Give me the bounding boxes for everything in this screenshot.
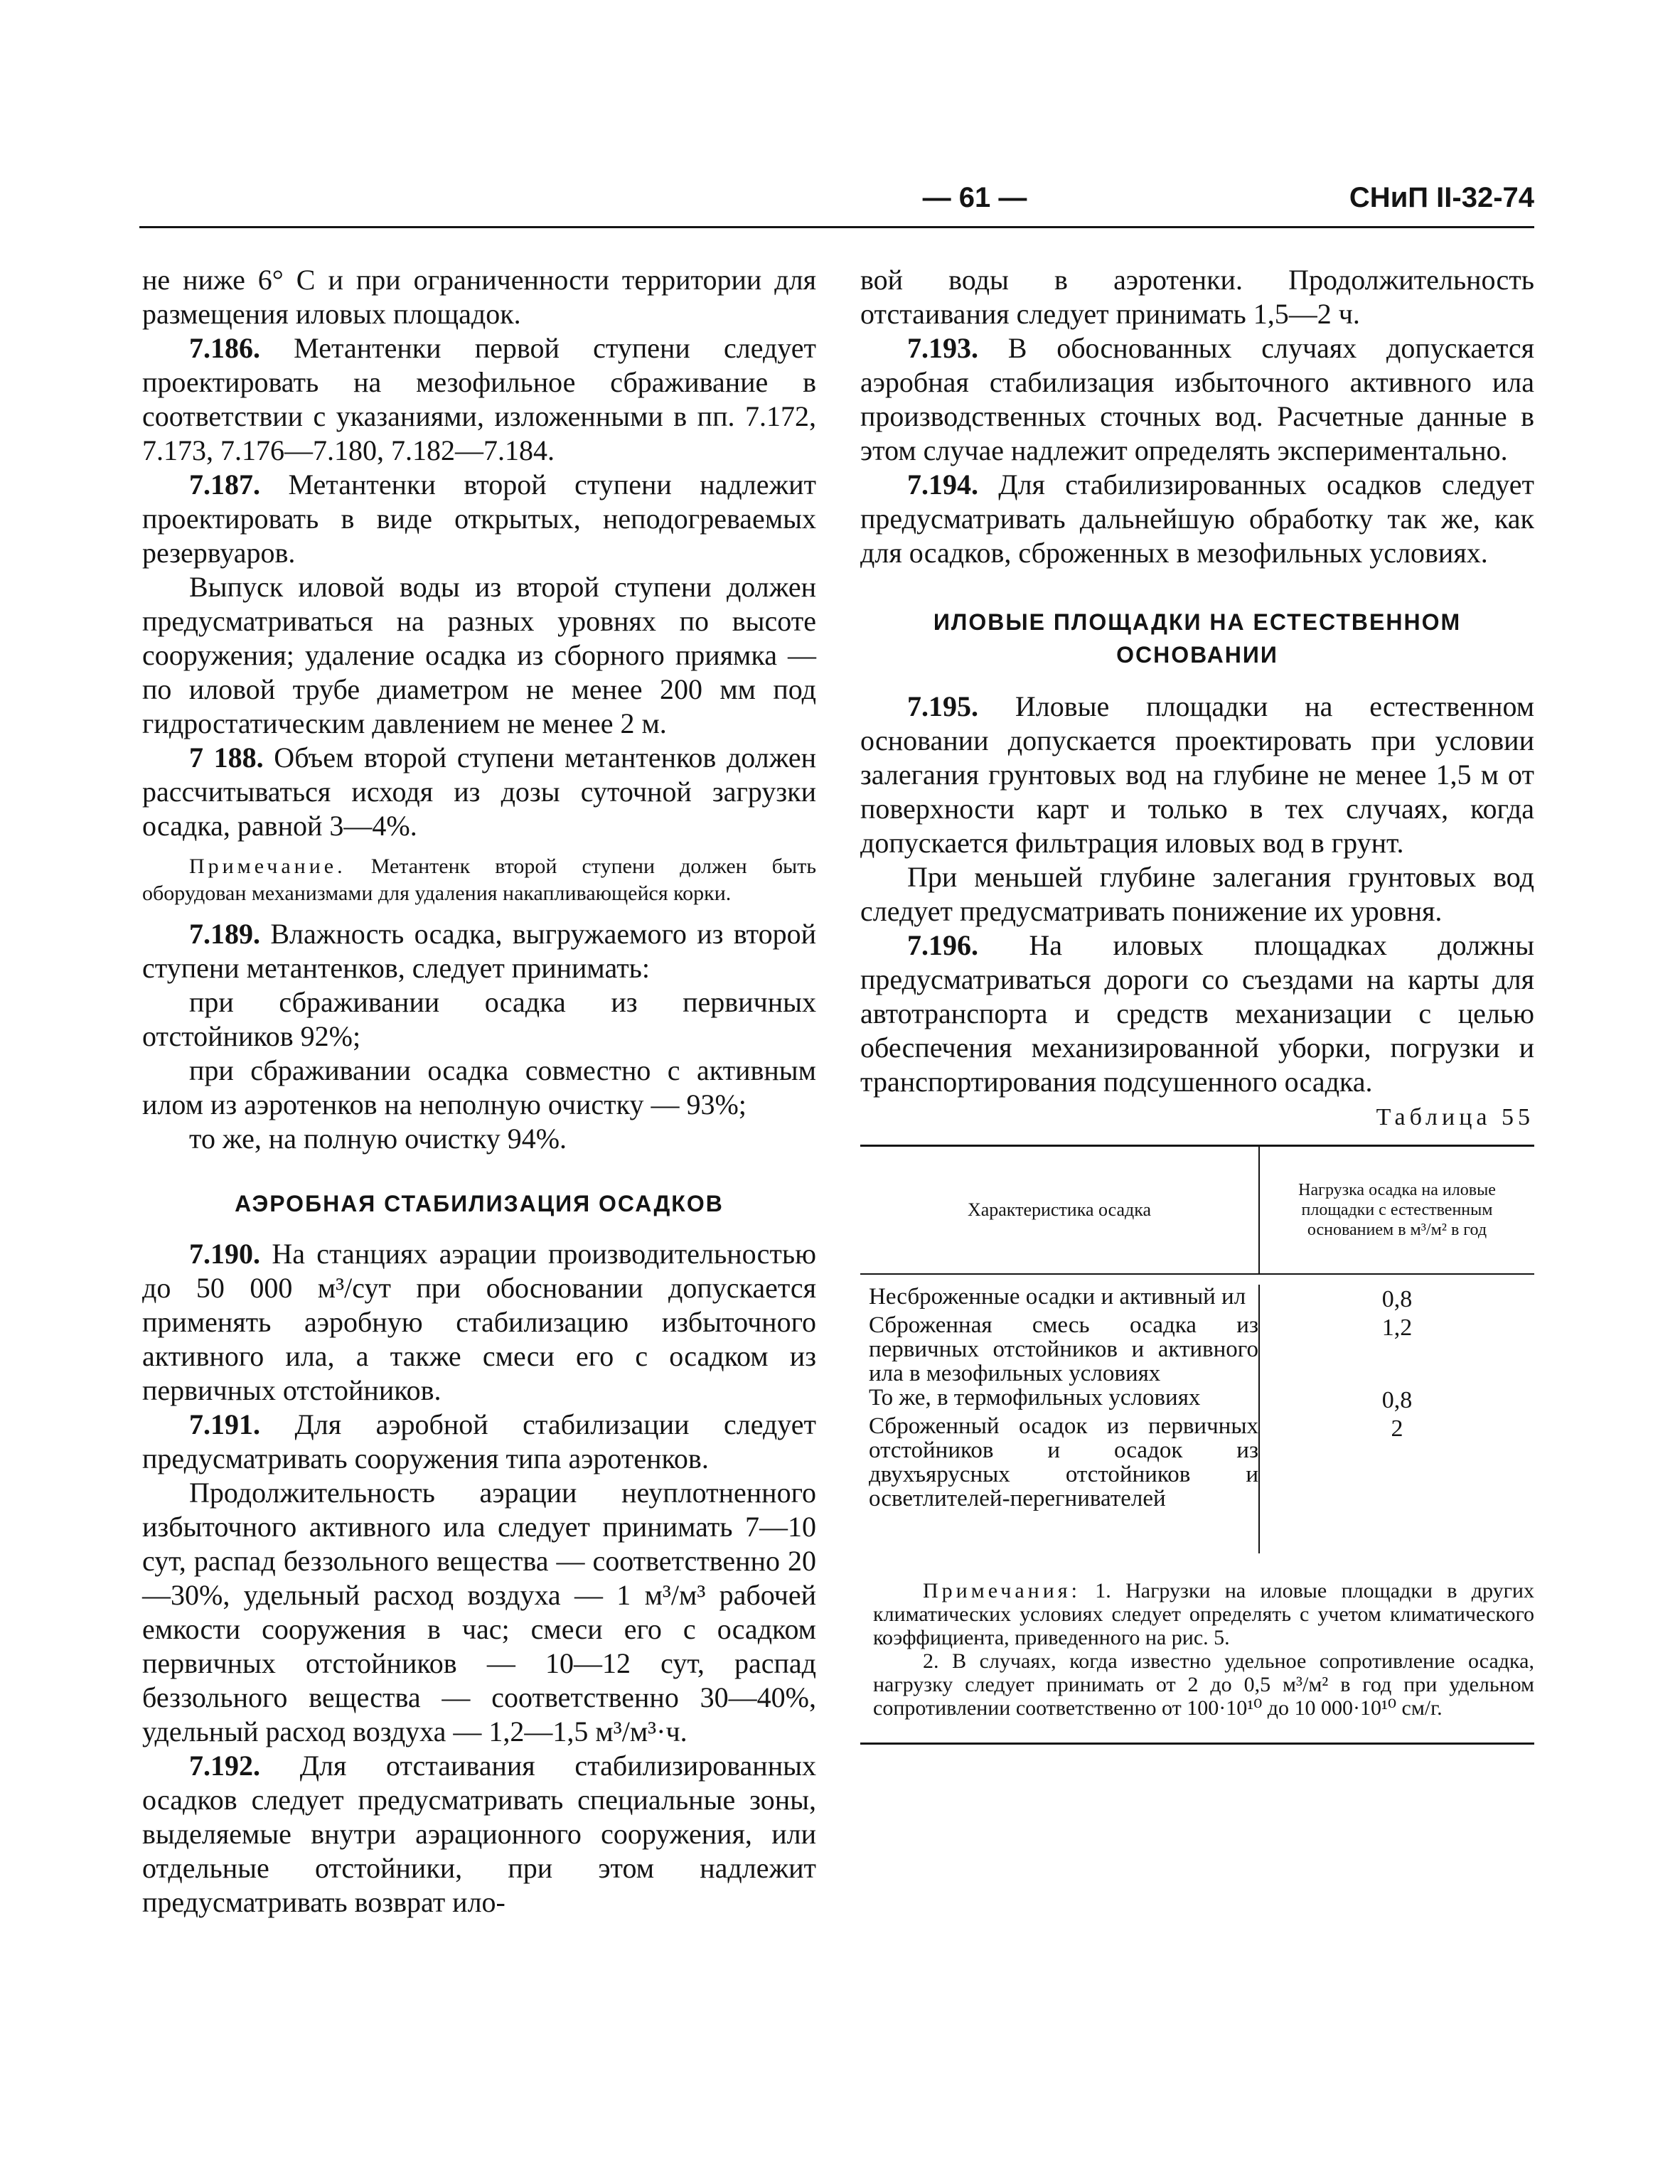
table-note: 2. В случаях, когда известно удельное сопротивление осадка, нагрузку следует принимать от 2 до 0,5 м³/м² в год при удельном сопротивлении соответственно от 100·10¹⁰ до 10 000·10¹⁰ см/г.: [873, 1649, 1534, 1720]
clause-number: 7 188.: [189, 742, 264, 774]
clause-number: 7.189.: [189, 918, 260, 950]
list-item: то же, на полную очистку 94%.: [189, 1123, 567, 1155]
table-cell: 0,8: [1381, 1286, 1413, 1312]
clause-number: 7.196.: [907, 929, 978, 961]
clause-number: 7.193.: [907, 332, 978, 364]
clause-text: Объем второй ступени метантенков должен рассчитываться исходя из дозы суточной загрузки осадка, равной 3—4%.: [142, 742, 816, 842]
clause-7-196: [860, 928, 1534, 1099]
table-row: [860, 1313, 1534, 1386]
table-row: [860, 1386, 1534, 1414]
table-row: [860, 1285, 1534, 1313]
table-spacer: [860, 1511, 1534, 1553]
right-column: [860, 263, 1534, 1745]
clause-7-195: [860, 690, 1534, 860]
left-column: [142, 263, 816, 1920]
list-item: при сбраживании осадка совместно с активным илом из аэротенков на неполную очистку — 93%;: [142, 1054, 816, 1120]
column-header: Характеристика осадка: [860, 1147, 1260, 1273]
paragraph: Выпуск иловой воды из второй ступени должен предусматриваться на разных уровнях по высоте сооружения; удаление осадка из сборного приямка — по иловой трубе диаметром не менее 200 мм под гидростатическим давлением не менее 2 м.: [142, 571, 816, 739]
table-header-row: [860, 1147, 1534, 1275]
clause-number: 7.195.: [907, 690, 978, 722]
table-55: [860, 1145, 1534, 1745]
table-cell: 2: [1391, 1415, 1403, 1442]
section-heading: [860, 606, 1534, 671]
table-cell: То же, в термофильных условиях: [860, 1386, 1260, 1414]
clause-text: Влажность осадка, выгружаемого из второй ступени метантенков, следует принимать:: [142, 918, 816, 984]
clause-7-188: [142, 741, 816, 843]
document-code: СНиП II-32-74: [1349, 182, 1534, 213]
page-number: — 61 —: [922, 182, 1027, 213]
header-rule: [139, 226, 1534, 228]
clause-text: Иловые площадки на естественном основании допускается проектировать при условии залегания грунтовых вод на глубине не менее 1,5 м от поверхности карт и только в тех случаях, когда допускается фильтрация иловых вод в грунт.: [860, 690, 1534, 859]
clause-text: Для аэробной стабилизации следует предусматривать сооружения типа аэротенков.: [142, 1408, 816, 1474]
clause-number: 7.192.: [189, 1750, 260, 1782]
clause-7-186: [142, 331, 816, 468]
clause-text: На иловых площадках должны предусматриваться дороги со съездами на карты для автотранспорта и средств механизации с целью обеспечения механизированной уборки, погрузки и транспортирования подсушенного осадка.: [860, 929, 1534, 1098]
note-label: Примечание.: [189, 855, 346, 878]
clause-7-190: [142, 1237, 816, 1408]
table-cell: Сброженный осадок из первичных отстойников и осадок из двухъярусных отстойников и осветлителей-перегнивателей: [860, 1414, 1260, 1511]
table-cell: Сброженная смесь осадка из первичных отстойников и активного ила в мезофильных условиях: [860, 1313, 1260, 1386]
table-cell: 1,2: [1381, 1315, 1413, 1341]
clause-number: 7.191.: [189, 1408, 260, 1440]
clause-7-194: [860, 468, 1534, 570]
running-header: [139, 176, 1534, 226]
list-item: при сбраживании осадка из первичных отстойников 92%;: [142, 986, 816, 1052]
note-text: Метантенк второй ступени должен быть оборудован механизмами для удаления накапливающейся корки.: [142, 855, 816, 905]
clause-text: Для отстаивания стабилизированных осадков следует предусматривать специальные зоны, выделяемые внутри аэрационного сооружения, или отдельные отстойники, при этом надлежит предусматривать возврат ило-: [142, 1750, 816, 1918]
section-heading: АЭРОБНАЯ СТАБИЛИЗАЦИЯ ОСАДКОВ: [235, 1191, 724, 1216]
paragraph-continuation: не ниже 6° С и при ограниченности территории для размещения иловых площадок.: [142, 264, 816, 330]
clause-7-193: [860, 331, 1534, 468]
section-heading-line: ИЛОВЫЕ ПЛОЩАДКИ НА ЕСТЕСТВЕННОМ: [933, 609, 1462, 635]
table-row: [860, 1414, 1534, 1511]
table-notes: [860, 1553, 1534, 1743]
clause-text: Для стабилизированных осадков следует предусматривать дальнейшую обработку так же, как для осадков, сброженных в мезофильных условиях.: [860, 469, 1534, 569]
clause-7-191: [142, 1408, 816, 1476]
table-body: [860, 1275, 1534, 1553]
clause-text: Метантенки первой ступени следует проектировать на мезофильное сбраживание в соответствии с указаниями, изложенными в пп. 7.172, 7.173, 7.176—7.180, 7.182—7.184.: [142, 332, 816, 466]
section-heading-line: ОСНОВАНИИ: [1116, 642, 1278, 668]
clause-number: 7.194.: [907, 469, 978, 500]
clause-number: 7.190.: [189, 1238, 260, 1270]
clause-text: В обоснованных случаях допускается аэробная стабилизация избыточного активного ила производственных сточных вод. Расчетные данные в этом случае надлежит определять экспериментально.: [860, 332, 1534, 466]
clause-text: На станциях аэрации производительностью до 50 000 м³/сут при обосновании допускается применять аэробную стабилизацию избыточного активного ила, а также смеси его с осадком из первичных отстойников.: [142, 1238, 816, 1406]
note-text: 1. Нагрузки на иловые площадки в других климатических условиях следует определять с учетом климатического коэффициента, приведенного на рис. 5.: [873, 1579, 1534, 1649]
table-caption: Таблица 55: [1376, 1104, 1534, 1130]
paragraph-continuation: вой воды в аэротенки. Продолжительность отстаивания следует принимать 1,5—2 ч.: [860, 264, 1534, 330]
clause-7-187: [142, 468, 816, 570]
note: [142, 853, 816, 907]
paragraph: При меньшей глубине залегания грунтовых вод следует предусматривать понижение их уровня.: [860, 861, 1534, 927]
clause-number: 7.186.: [189, 332, 260, 364]
table-cell: Несброженные осадки и активный ил: [860, 1285, 1260, 1313]
clause-7-192: [142, 1749, 816, 1920]
column-header: Нагрузка осадка на иловые площадки с естественным основанием в м³/м² в год: [1298, 1181, 1496, 1239]
clause-number: 7.187.: [189, 469, 260, 500]
table-cell: [860, 1511, 1260, 1553]
clause-text: Метантенки второй ступени надлежит проектировать в виде открытых, неподогреваемых резервуаров.: [142, 469, 816, 569]
notes-label: Примечания:: [923, 1579, 1081, 1602]
table-note: [873, 1579, 1534, 1649]
clause-7-189: [142, 917, 816, 985]
paragraph: Продолжительность аэрации неуплотненного избыточного активного ила следует принимать 7—10 сут, распад беззольного вещества — соответственно 20—30%, удельный расход воздуха — 1 м³/м³ рабочей емкости сооружения в час; смеси его с осадком первичных отстойников — 10—12 сут, распад беззольного вещества — соответственно 30—40%, удельный расход воздуха — 1,2—1,5 м³/м³·ч.: [142, 1477, 816, 1747]
table-cell: 0,8: [1381, 1387, 1413, 1413]
